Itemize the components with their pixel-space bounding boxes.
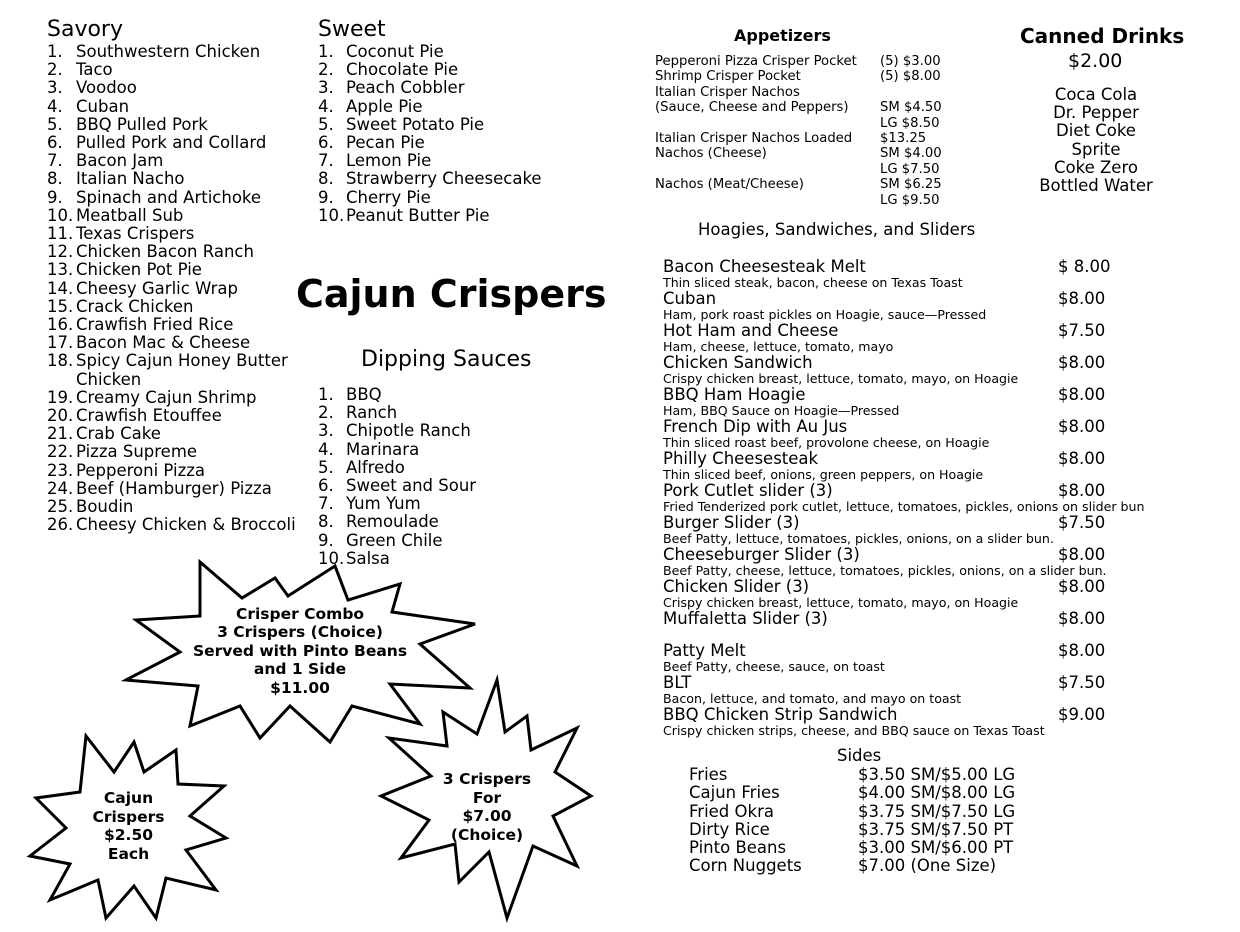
appetizer-row [655, 85, 857, 100]
appetizers-heading: Appetizers [734, 26, 831, 45]
item-number: 4. [318, 439, 334, 459]
side-name: Cajun Fries [689, 783, 780, 803]
item-description: Crispy chicken strips, cheese, and BBQ sauce on Texas Toast [663, 723, 1045, 738]
appetizer-row [655, 54, 941, 69]
item-number: 5. [318, 457, 334, 477]
list-item [318, 116, 542, 134]
item-number: 10. [47, 205, 74, 225]
burst-line: Served with Pinto Beans [192, 641, 408, 660]
item-description: Thin sliced roast beef, provolone cheese, on Hoagie [663, 435, 990, 450]
item-number: 4. [318, 96, 334, 116]
item-number: 5. [318, 114, 334, 134]
drink-item: Dr. Pepper [1053, 103, 1139, 123]
menu-item [663, 386, 1163, 418]
appetizer-row [655, 100, 942, 116]
list-item [47, 152, 296, 170]
hoagies-heading: Hoagies, Sandwiches, and Sliders [698, 220, 976, 239]
item-price: $8.00 [1058, 577, 1106, 596]
list-item [47, 334, 296, 352]
item-label: Spicy Cajun Honey Butter [76, 351, 288, 371]
sweet-heading: Sweet [318, 17, 386, 42]
item-number: 20. [47, 406, 74, 426]
item-number: 9. [318, 187, 334, 207]
item-price: $8.00 [1058, 385, 1106, 404]
savory-heading: Savory [47, 17, 123, 42]
item-label: Green Chile [346, 530, 443, 550]
item-price: $7.50 [1058, 321, 1106, 340]
item-number: 13. [47, 260, 74, 280]
item-label: Strawberry Cheesecake [346, 169, 542, 189]
side-name: Fried Okra [689, 801, 774, 821]
item-name: BBQ Ham Hoagie [663, 385, 806, 404]
list-item [47, 225, 296, 243]
item-number: 10. [318, 205, 345, 225]
item-label: Ranch [346, 403, 398, 423]
item-name: Bacon Cheesesteak Melt [663, 257, 866, 276]
item-label: Sweet Potato Pie [346, 114, 485, 134]
item-number: 1. [47, 42, 63, 61]
list-item [318, 79, 542, 97]
appetizer-price: LG $7.50 [880, 161, 940, 177]
item-label: Crab Cake [76, 424, 161, 444]
appetizer-name: Pepperoni Pizza Crisper Pocket [655, 54, 857, 69]
side-row [689, 783, 1016, 803]
sweet-list [318, 43, 542, 225]
item-label: Peach Cobbler [346, 78, 465, 98]
item-number: 26. [47, 515, 74, 535]
menu-item [663, 322, 1163, 354]
appetizer-row [655, 130, 927, 146]
item-label: Salsa [346, 548, 390, 568]
item-label: Voodoo [76, 78, 137, 98]
side-name: Corn Nuggets [689, 856, 802, 876]
burst-line: Crispers [92, 807, 165, 826]
item-price: $7.50 [1058, 513, 1106, 532]
menu-item [663, 450, 1163, 482]
list-item [318, 43, 542, 61]
item-description: Fried Tenderized pork cutlet, lettuce, tomatoes, pickles, onions on slider bun [663, 499, 1145, 514]
item-label: Chocolate Pie [346, 60, 459, 80]
item-label: Cuban [76, 96, 130, 116]
item-label: Pizza Supreme [76, 442, 198, 462]
side-name: Pinto Beans [689, 838, 787, 858]
item-label: Yum Yum [346, 494, 421, 514]
burst-line: $11.00 [270, 678, 330, 697]
item-number: 24. [47, 478, 74, 498]
item-number: 8. [318, 169, 334, 189]
appetizer-row [655, 146, 942, 162]
appetizer-name: Italian Crisper Nachos [655, 84, 800, 100]
appetizer-price: LG $8.50 [880, 115, 940, 131]
item-label: Coconut Pie [346, 42, 444, 61]
drink-item: Bottled Water [1039, 176, 1153, 196]
appetizer-price: (5) $8.00 [880, 69, 941, 85]
item-number: 9. [318, 530, 334, 550]
item-number: 7. [47, 151, 63, 171]
item-number: 3. [318, 78, 334, 98]
each-burst [26, 728, 231, 924]
appetizer-name: (Sauce, Cheese and Peppers) [655, 100, 849, 116]
item-name: Cheeseburger Slider (3) [663, 545, 860, 564]
item-number: 23. [47, 460, 74, 480]
appetizer-price: $13.25 [880, 130, 927, 146]
item-description: Beef Patty, cheese, sauce, on toast [663, 659, 885, 674]
burst-line: For [472, 788, 502, 807]
item-number: 1. [318, 385, 334, 404]
item-number: 6. [47, 133, 63, 153]
menu-item [663, 482, 1163, 514]
item-label: Chicken Pot Pie [76, 260, 202, 280]
item-description: Ham, BBQ Sauce on Hoagie—Pressed [663, 403, 900, 418]
item-number: 6. [318, 476, 334, 496]
item-number: 10. [318, 548, 345, 568]
list-item [47, 371, 296, 389]
item-label: Cheesy Garlic Wrap [76, 278, 238, 298]
item-name: Muffaletta Slider (3) [663, 609, 828, 628]
burst-line: (Choice) [450, 825, 524, 844]
list-item [318, 422, 476, 440]
list-item [47, 407, 296, 425]
side-row [689, 801, 1016, 821]
side-price: $7.00 (One Size) [858, 856, 997, 876]
item-label: Meatball Sub [76, 205, 184, 225]
item-description: Crispy chicken breast, lettuce, tomato, mayo, on Hoagie [663, 595, 1019, 610]
list-item [47, 170, 296, 188]
list-item [47, 298, 296, 316]
item-label: Peanut Butter Pie [346, 205, 490, 225]
item-label: Pulled Pork and Collard [76, 133, 267, 153]
drink-item: Coca Cola [1054, 85, 1138, 104]
item-price: $8.00 [1058, 609, 1106, 628]
list-item [318, 386, 476, 404]
burst-line: Each [107, 844, 150, 863]
side-row [689, 765, 1016, 784]
appetizer-price: SM $4.50 [880, 100, 942, 116]
menu-item [663, 514, 1163, 546]
item-number: 7. [318, 494, 334, 514]
side-row [689, 819, 1014, 839]
item-number: 22. [47, 442, 74, 462]
appetizer-price: LG $9.50 [880, 192, 940, 208]
item-name: Chicken Slider (3) [663, 577, 810, 596]
side-name: Fries [689, 765, 728, 784]
list-item [318, 98, 542, 116]
appetizers-list [655, 54, 942, 208]
item-label: Cheesy Chicken & Broccoli [76, 515, 296, 535]
item-label: Southwestern Chicken [76, 42, 261, 61]
appetizer-row [655, 177, 942, 193]
item-description: Ham, pork roast pickles on Hoagie, sauce—Pressed [663, 307, 987, 322]
item-description: Bacon, lettuce, and tomato, and mayo on toast [663, 691, 962, 706]
item-label: BBQ [346, 385, 382, 404]
item-label: Pepperoni Pizza [76, 460, 206, 480]
menu-item [663, 258, 1163, 290]
drinks-list [1030, 86, 1162, 195]
item-description: Crispy chicken breast, lettuce, tomato, mayo, on Hoagie [663, 371, 1019, 386]
item-number: 5. [47, 114, 63, 134]
item-price: $ 8.00 [1058, 257, 1111, 276]
appetizer-row [655, 115, 940, 131]
item-number: 17. [47, 333, 74, 353]
burst-line: and 1 Side [253, 660, 347, 679]
item-label: Creamy Cajun Shrimp [76, 387, 257, 407]
item-label: Spinach and Artichoke [76, 187, 262, 207]
item-label: Marinara [346, 439, 420, 459]
side-price: $4.00 SM/$8.00 LG [858, 783, 1016, 803]
menu-item [663, 706, 1163, 738]
list-item [47, 79, 296, 97]
item-number: 1. [318, 42, 334, 61]
list-item [47, 189, 296, 207]
item-number: 21. [47, 424, 74, 444]
appetizer-price: SM $6.25 [880, 177, 942, 193]
item-number: 11. [47, 224, 74, 244]
sauces-heading: Dipping Sauces [361, 347, 532, 372]
item-number: 7. [318, 151, 334, 171]
item-number: 18. [47, 351, 74, 371]
list-item [47, 243, 296, 261]
burst-line: $2.50 [103, 826, 154, 844]
item-price: $8.00 [1058, 481, 1106, 500]
list-item [47, 516, 296, 534]
list-item [318, 404, 476, 422]
appetizer-row [655, 192, 940, 208]
item-number: 2. [47, 60, 63, 80]
list-item [318, 207, 542, 225]
item-label: BBQ Pulled Pork [76, 114, 208, 134]
menu-item [663, 610, 1163, 627]
item-price: $8.00 [1058, 353, 1106, 372]
list-item [318, 61, 542, 79]
item-price: $8.00 [1058, 545, 1106, 564]
list-item [318, 189, 542, 207]
list-item [47, 61, 296, 79]
item-label: Boudin [76, 497, 134, 517]
list-item [318, 170, 542, 188]
side-price: $3.00 SM/$6.00 PT [858, 838, 1014, 858]
item-label: Chipotle Ranch [346, 421, 471, 441]
item-price: $8.00 [1058, 289, 1106, 308]
item-number: 2. [318, 60, 334, 80]
list-item [318, 152, 542, 170]
list-item [318, 134, 542, 152]
list-item [47, 425, 296, 443]
item-number: 19. [47, 387, 74, 407]
menu-item [663, 578, 1163, 610]
item-price: $8.00 [1058, 449, 1106, 468]
list-item [47, 462, 296, 480]
item-label: Alfredo [346, 457, 405, 477]
appetizer-row [655, 69, 941, 85]
item-name: Hot Ham and Cheese [663, 321, 839, 340]
list-item [47, 352, 296, 370]
burst-line: Cajun [103, 789, 154, 807]
item-price: $8.00 [1058, 417, 1106, 436]
menu-item [663, 290, 1163, 322]
side-name: Dirty Rice [689, 819, 770, 839]
item-label: Texas Crispers [76, 224, 195, 244]
item-number: 12. [47, 242, 74, 262]
item-name: BBQ Chicken Strip Sandwich [663, 705, 898, 724]
page-title: Cajun Crispers [296, 272, 607, 316]
item-label: Remoulade [346, 512, 439, 532]
list-item [318, 459, 476, 477]
item-label: Lemon Pie [346, 151, 432, 171]
side-price: $3.75 SM/$7.50 PT [858, 819, 1014, 839]
appetizer-name: Nachos (Meat/Cheese) [655, 177, 804, 193]
list-item [47, 98, 296, 116]
item-number: 2. [318, 403, 334, 423]
item-description: Thin sliced beef, onions, green peppers, on Hoagie [663, 467, 984, 482]
list-item [47, 261, 296, 279]
list-item [47, 43, 296, 61]
menu-item [663, 546, 1163, 578]
list-item [47, 207, 296, 225]
item-label: Taco [76, 60, 113, 80]
list-item [47, 443, 296, 461]
drink-item: Sprite [1071, 139, 1121, 159]
item-label: Crack Chicken [76, 296, 194, 316]
item-label: Crawfish Fried Rice [76, 315, 234, 335]
list-item [47, 134, 296, 152]
appetizer-name: Italian Crisper Nachos Loaded [655, 130, 853, 146]
list-item [318, 495, 476, 513]
item-number: 4. [47, 96, 63, 116]
drink-item: Coke Zero [1054, 157, 1138, 177]
side-price: $3.50 SM/$5.00 LG [858, 765, 1016, 784]
each-text [26, 728, 231, 924]
burst-line: 3 Crispers (Choice) [217, 623, 383, 642]
item-label: Sweet and Sour [346, 476, 477, 496]
item-number: 3. [318, 421, 334, 441]
item-description: Thin sliced steak, bacon, cheese on Texas Toast [663, 275, 963, 290]
item-name: Pork Cutlet slider (3) [663, 481, 833, 500]
item-name: Philly Cheesesteak [663, 449, 819, 468]
item-number: 14. [47, 278, 74, 298]
item-price: $7.50 [1058, 673, 1106, 692]
drink-item: Diet Coke [1056, 121, 1136, 141]
item-number [47, 371, 76, 389]
side-price: $3.75 SM/$7.50 LG [858, 801, 1016, 821]
list-item [47, 116, 296, 134]
three-text [377, 676, 597, 922]
side-row [689, 838, 1014, 858]
item-label: Crawfish Etouffee [76, 406, 222, 426]
menu-item [663, 354, 1163, 386]
appetizer-name: Shrimp Crisper Pocket [655, 69, 801, 85]
sauces-list [318, 386, 476, 568]
menu-item [663, 418, 1163, 450]
item-name: Cuban [663, 289, 717, 308]
item-description: Beef Patty, lettuce, tomatoes, pickles, onions, on a slider bun. [663, 531, 1054, 546]
list-item [47, 280, 296, 298]
item-description: Beef Patty, cheese, lettuce, tomatoes, pickles, onions, on a slider bun. [663, 563, 1107, 578]
item-number: 16. [47, 315, 74, 335]
burst-line: 3 Crispers [442, 770, 532, 788]
item-description: Ham, cheese, lettuce, tomato, mayo [663, 339, 894, 354]
list-item [47, 316, 296, 334]
item-name: French Dip with Au Jus [663, 417, 848, 436]
drinks-price: $2.00 [1068, 50, 1123, 72]
item-price: $9.00 [1058, 705, 1106, 724]
item-label: Chicken Bacon Ranch [76, 242, 254, 262]
menu-item [663, 642, 1163, 674]
item-name: Burger Slider (3) [663, 513, 800, 532]
item-number: 8. [318, 512, 334, 532]
appetizer-price: SM $4.00 [880, 146, 942, 162]
burst-line: Crisper Combo [235, 604, 365, 623]
list-item [318, 477, 476, 495]
item-name: Patty Melt [663, 641, 746, 660]
item-label: Italian Nacho [76, 169, 185, 189]
item-label: Bacon Jam [76, 151, 164, 171]
item-label: Bacon Mac & Cheese [76, 333, 251, 353]
item-label: Apple Pie [346, 96, 423, 116]
item-label: Pecan Pie [346, 133, 425, 153]
item-label: Cherry Pie [346, 187, 431, 207]
appetizer-name: Nachos (Cheese) [655, 146, 767, 162]
sides-heading: Sides [837, 746, 882, 765]
item-name: BLT [663, 673, 692, 692]
item-number: 25. [47, 497, 74, 517]
item-price: $8.00 [1058, 641, 1106, 660]
list-item [318, 532, 476, 550]
three-burst [377, 676, 597, 922]
item-label: Chicken [76, 369, 142, 389]
item-number: 3. [47, 78, 63, 98]
item-label: Beef (Hamburger) Pizza [76, 478, 272, 498]
burst-line: $7.00 [462, 807, 512, 825]
appetizer-row [655, 161, 940, 177]
side-row [689, 856, 997, 876]
sides-list [689, 765, 1016, 876]
item-number: 9. [47, 187, 63, 207]
list-item [47, 480, 296, 498]
item-number: 8. [47, 169, 63, 189]
appetizer-price: (5) $3.00 [880, 54, 941, 69]
list-item [47, 389, 296, 407]
list-item [318, 441, 476, 459]
item-number: 6. [318, 133, 334, 153]
item-name: Chicken Sandwich [663, 353, 813, 372]
menu-item [663, 674, 1163, 706]
list-item [47, 498, 296, 516]
list-item [318, 513, 476, 531]
drinks-heading: Canned Drinks [1020, 24, 1185, 48]
item-number: 15. [47, 296, 74, 316]
savory-list [47, 43, 296, 534]
